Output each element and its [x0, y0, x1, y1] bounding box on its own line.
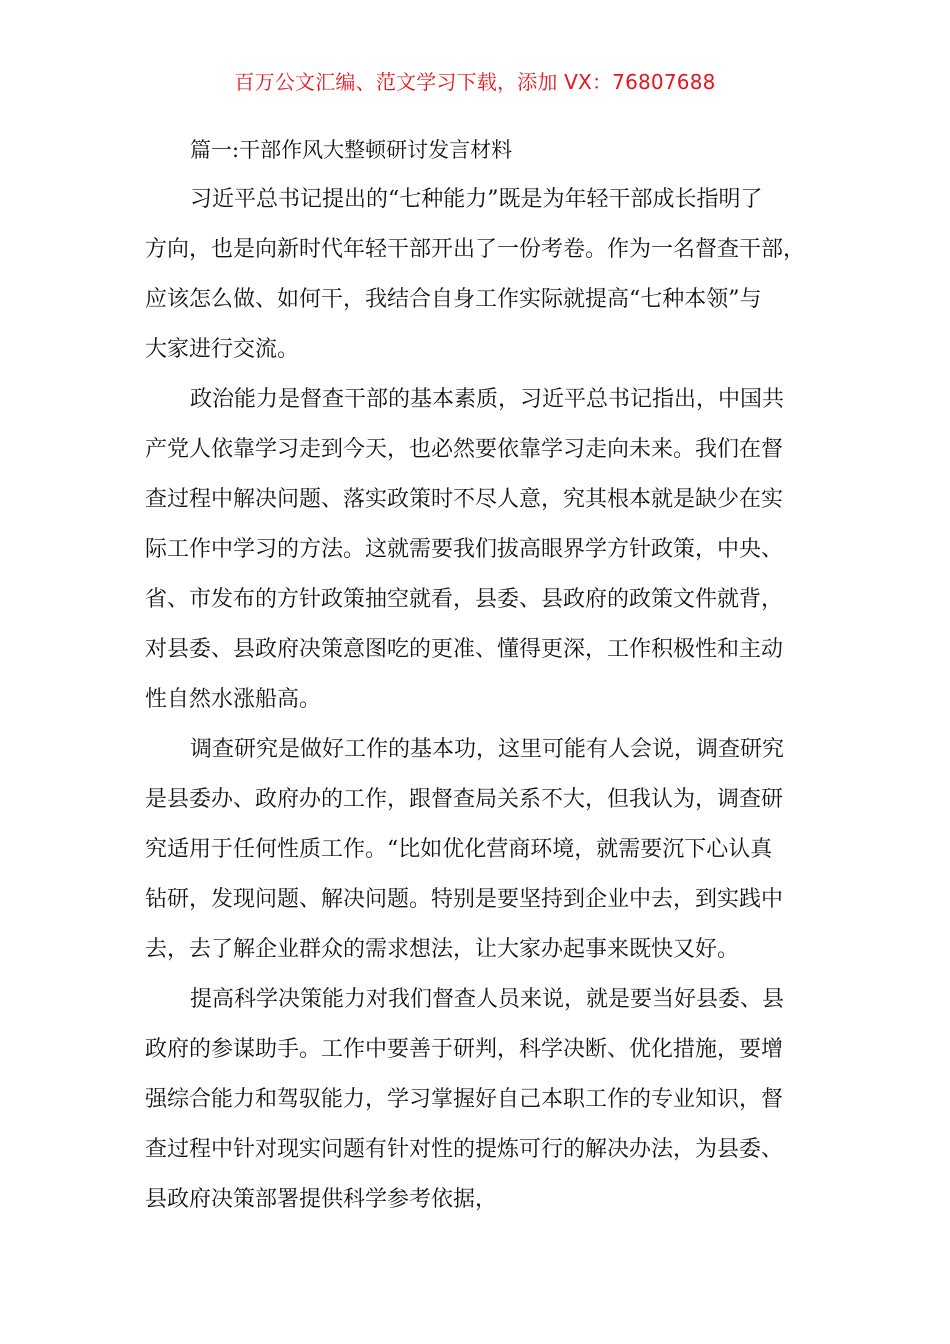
paragraph-3-line-2: 是县委办、政府办的工作，跟督查局关系不大，但我认为，调查研	[145, 787, 784, 812]
paragraph-2-line-5: 省、市发布的方针政策抽空就看，县委、县政府的政策文件就背，	[145, 587, 784, 612]
paragraph-2-line-2: 产党人依靠学习走到今天，也必然要依靠学习走向未来。我们在督	[145, 437, 784, 462]
paragraph-1-line-2: 方向，也是向新时代年轻干部开出了一份考卷。作为一名督查干部，	[145, 237, 806, 262]
paragraph-2-line-6: 对县委、县政府决策意图吃的更准、懂得更深，工作积极性和主动	[145, 637, 784, 662]
paragraph-2-line-7: 性自然水涨船高。	[145, 687, 322, 712]
paragraph-1-line-3: 应该怎么做、如何干，我结合自身工作实际就提高“七种本领”与	[145, 287, 762, 312]
paragraph-3-line-3: 究适用于任何性质工作。“比如优化营商环境，就需要沉下心认真	[145, 837, 773, 862]
paragraph-2-line-1: 政治能力是督查干部的基本素质，习近平总书记指出，中国共	[190, 387, 785, 412]
paragraph-3-line-1: 调查研究是做好工作的基本功，这里可能有人会说，调查研究	[190, 737, 785, 762]
paragraph-1-line-1: 习近平总书记提出的“七种能力”既是为年轻干部成长指明了	[190, 187, 763, 212]
paragraph-4-line-4: 查过程中针对现实问题有针对性的提炼可行的解决办法，为县委、	[145, 1137, 784, 1162]
paragraph-4-line-1: 提高科学决策能力对我们督查人员来说，就是要当好县委、县	[190, 987, 785, 1012]
paragraph-2-line-3: 查过程中解决问题、落实政策时不尽人意，究其根本就是缺少在实	[145, 487, 784, 512]
paragraph-4-line-5: 县政府决策部署提供科学参考依据，	[145, 1187, 498, 1212]
header-banner: 百万公文汇编、范文学习下载，添加 VX：76807688	[234, 70, 716, 94]
paragraph-3-line-5: 去，去了解企业群众的需求想法，让大家办起事来既快又好。	[145, 937, 740, 962]
paragraph-4-line-2: 政府的参谋助手。工作中要善于研判，科学决断、优化措施，要增	[145, 1037, 784, 1062]
paragraph-2-line-4: 际工作中学习的方法。这就需要我们拔高眼界学方针政策，中央、	[145, 537, 784, 562]
paragraph-1-line-4: 大家进行交流。	[145, 337, 300, 362]
paragraph-4-line-3: 强综合能力和驾驭能力，学习掌握好自己本职工作的专业知识，督	[145, 1087, 784, 1112]
paragraph-3-line-4: 钻研，发现问题、解决问题。特别是要坚持到企业中去，到实践中	[145, 887, 784, 912]
document-title: 篇一:干部作风大整顿研讨发言材料	[190, 138, 513, 162]
